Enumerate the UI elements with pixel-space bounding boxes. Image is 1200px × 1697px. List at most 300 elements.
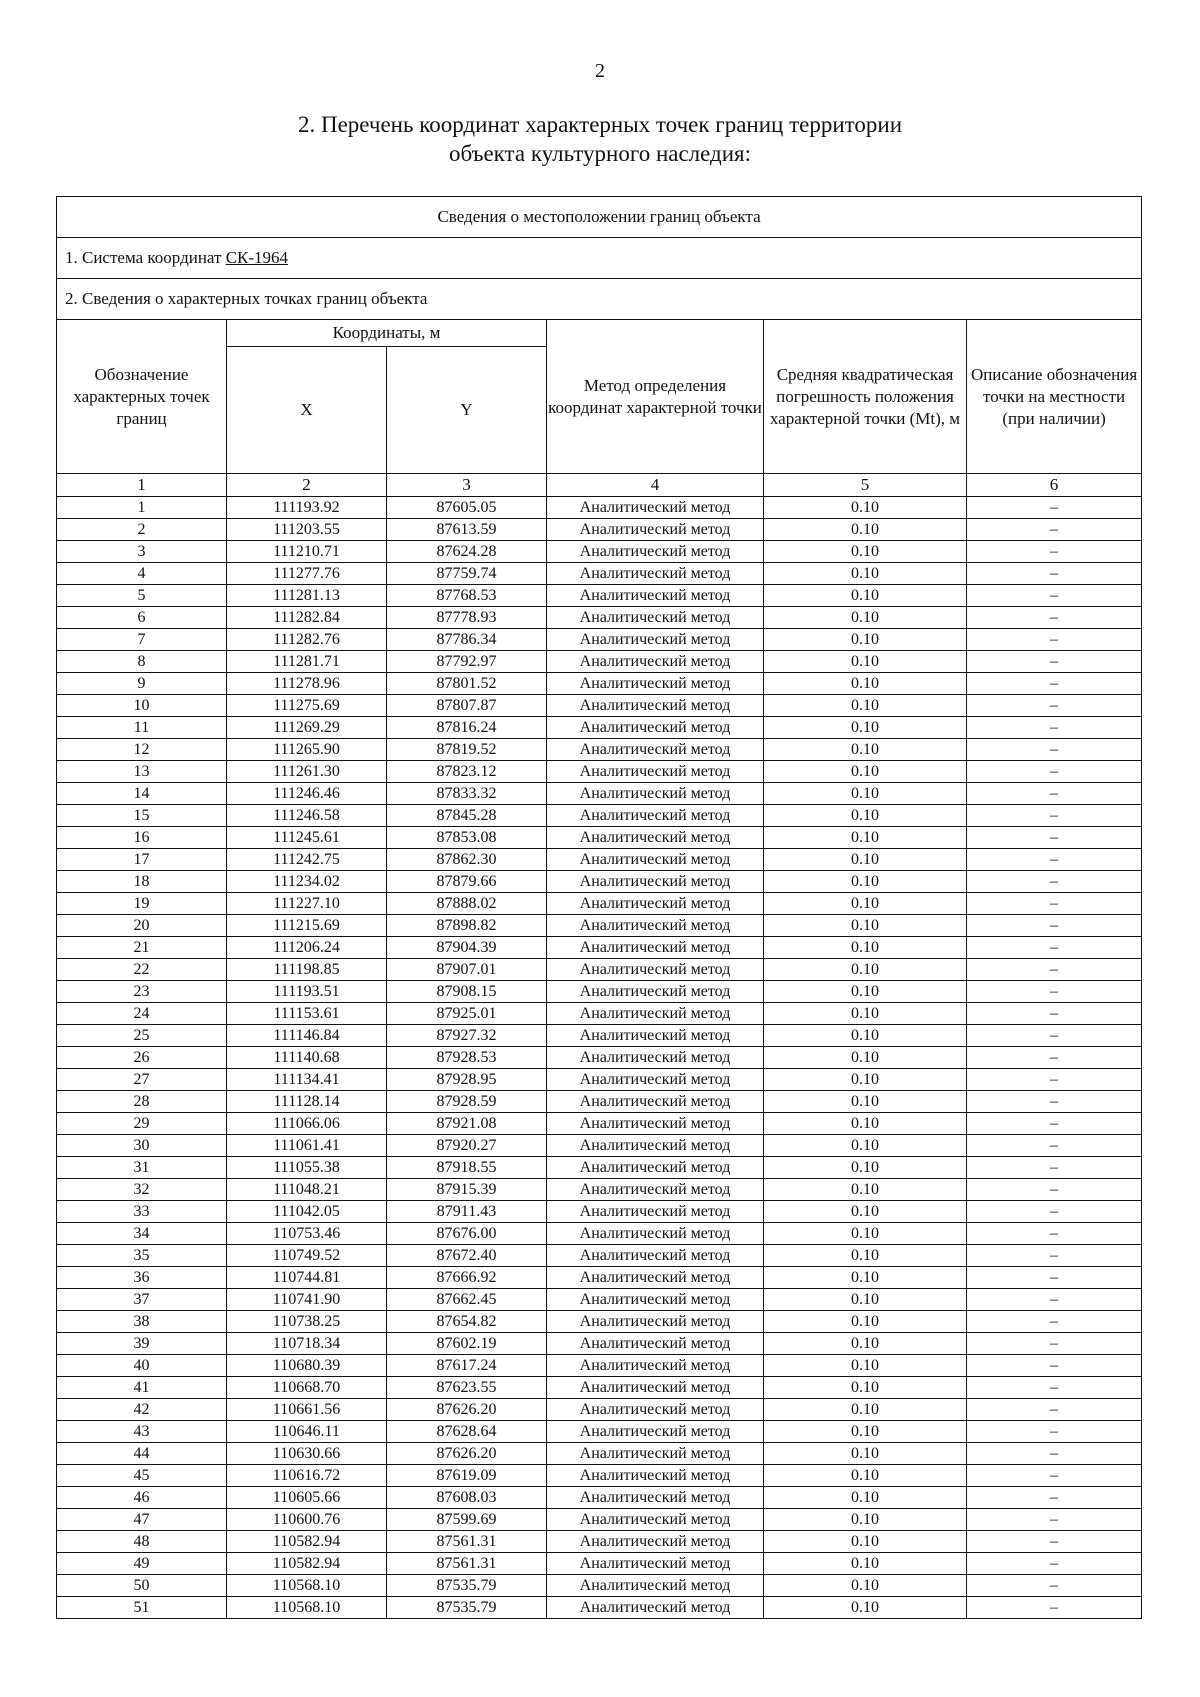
- table-row: [57, 1157, 1142, 1179]
- error-value-cell: 0.10: [764, 1487, 967, 1509]
- y-coordinate-cell: 87925.01: [387, 1003, 547, 1025]
- error-value-cell: 0.10: [764, 585, 967, 607]
- description-cell: –: [967, 915, 1142, 937]
- table-row: [57, 1223, 1142, 1245]
- y-coordinate-cell: 87898.82: [387, 915, 547, 937]
- table-row: [57, 827, 1142, 849]
- x-coordinate-cell: 110749.52: [227, 1245, 387, 1267]
- method-cell: Аналитический метод: [547, 761, 764, 783]
- y-coordinate-cell: 87819.52: [387, 739, 547, 761]
- method-cell: Аналитический метод: [547, 1531, 764, 1553]
- table-row: [57, 607, 1142, 629]
- point-id-cell: 4: [57, 563, 227, 585]
- point-id-cell: 13: [57, 761, 227, 783]
- table-row: [57, 1443, 1142, 1465]
- y-coordinate-cell: 87561.31: [387, 1531, 547, 1553]
- error-value-cell: 0.10: [764, 1003, 967, 1025]
- x-coordinate-cell: 111042.05: [227, 1201, 387, 1223]
- method-cell: Аналитический метод: [547, 541, 764, 563]
- method-cell: Аналитический метод: [547, 651, 764, 673]
- method-cell: Аналитический метод: [547, 1025, 764, 1047]
- x-coordinate-cell: 110600.76: [227, 1509, 387, 1531]
- x-coordinate-cell: 110680.39: [227, 1355, 387, 1377]
- y-coordinate-cell: 87908.15: [387, 981, 547, 1003]
- method-cell: Аналитический метод: [547, 1245, 764, 1267]
- error-value-cell: 0.10: [764, 497, 967, 519]
- y-coordinate-cell: 87915.39: [387, 1179, 547, 1201]
- y-coordinate-cell: 87888.02: [387, 893, 547, 915]
- table-row: [57, 739, 1142, 761]
- title-line-1: 2. Перечень координат характерных точек границ территории: [297, 112, 903, 137]
- y-coordinate-cell: 87666.92: [387, 1267, 547, 1289]
- method-cell: Аналитический метод: [547, 673, 764, 695]
- x-coordinate-cell: 110668.70: [227, 1377, 387, 1399]
- y-coordinate-cell: 87672.40: [387, 1245, 547, 1267]
- y-coordinate-cell: 87928.95: [387, 1069, 547, 1091]
- description-cell: –: [967, 1333, 1142, 1355]
- error-value-cell: 0.10: [764, 695, 967, 717]
- coordinate-system-value: СК-1964: [225, 248, 289, 267]
- point-id-cell: 26: [57, 1047, 227, 1069]
- column-number: 6: [967, 474, 1142, 497]
- error-value-cell: 0.10: [764, 1179, 967, 1201]
- error-value-cell: 0.10: [764, 1135, 967, 1157]
- table-row: [57, 981, 1142, 1003]
- y-coordinate-cell: 87853.08: [387, 827, 547, 849]
- y-coordinate-cell: 87807.87: [387, 695, 547, 717]
- description-cell: –: [967, 629, 1142, 651]
- x-coordinate-cell: 110605.66: [227, 1487, 387, 1509]
- error-value-cell: 0.10: [764, 827, 967, 849]
- error-value-cell: 0.10: [764, 1575, 967, 1597]
- table-row: [57, 761, 1142, 783]
- column-number: 4: [547, 474, 764, 497]
- description-cell: –: [967, 1025, 1142, 1047]
- table-row: [57, 871, 1142, 893]
- method-cell: Аналитический метод: [547, 1047, 764, 1069]
- description-cell: –: [967, 1069, 1142, 1091]
- point-id-cell: 25: [57, 1025, 227, 1047]
- table-row: [57, 1355, 1142, 1377]
- y-coordinate-cell: 87907.01: [387, 959, 547, 981]
- x-coordinate-cell: 111203.55: [227, 519, 387, 541]
- x-coordinate-cell: 111281.13: [227, 585, 387, 607]
- error-value-cell: 0.10: [764, 1069, 967, 1091]
- point-id-cell: 47: [57, 1509, 227, 1531]
- error-value-cell: 0.10: [764, 1553, 967, 1575]
- table-row: [57, 541, 1142, 563]
- method-cell: Аналитический метод: [547, 519, 764, 541]
- description-cell: –: [967, 541, 1142, 563]
- error-value-cell: 0.10: [764, 1245, 967, 1267]
- table-row: [57, 629, 1142, 651]
- method-cell: Аналитический метод: [547, 1113, 764, 1135]
- table-row: [57, 717, 1142, 739]
- error-value-cell: 0.10: [764, 1267, 967, 1289]
- header-coordinates: Координаты, м: [227, 320, 547, 347]
- description-cell: –: [967, 1047, 1142, 1069]
- table-row: [57, 1069, 1142, 1091]
- description-cell: –: [967, 1509, 1142, 1531]
- point-id-cell: 22: [57, 959, 227, 981]
- point-id-cell: 49: [57, 1553, 227, 1575]
- y-coordinate-cell: 87927.32: [387, 1025, 547, 1047]
- method-cell: Аналитический метод: [547, 1091, 764, 1113]
- y-coordinate-cell: 87792.97: [387, 651, 547, 673]
- description-cell: –: [967, 1003, 1142, 1025]
- error-value-cell: 0.10: [764, 1399, 967, 1421]
- point-id-cell: 1: [57, 497, 227, 519]
- table-row: [57, 1311, 1142, 1333]
- point-id-cell: 50: [57, 1575, 227, 1597]
- x-coordinate-cell: 110582.94: [227, 1553, 387, 1575]
- description-cell: –: [967, 1531, 1142, 1553]
- error-value-cell: 0.10: [764, 1377, 967, 1399]
- y-coordinate-cell: 87617.24: [387, 1355, 547, 1377]
- y-coordinate-cell: 87918.55: [387, 1157, 547, 1179]
- points-info-label: 2. Сведения о характерных точках границ объекта: [57, 279, 1142, 320]
- error-value-cell: 0.10: [764, 563, 967, 585]
- table-row: [57, 1377, 1142, 1399]
- point-id-cell: 23: [57, 981, 227, 1003]
- y-coordinate-cell: 87833.32: [387, 783, 547, 805]
- method-cell: Аналитический метод: [547, 1201, 764, 1223]
- point-id-cell: 12: [57, 739, 227, 761]
- x-coordinate-cell: 110661.56: [227, 1399, 387, 1421]
- point-id-cell: 43: [57, 1421, 227, 1443]
- description-cell: –: [967, 1113, 1142, 1135]
- error-value-cell: 0.10: [764, 1311, 967, 1333]
- x-coordinate-cell: 111048.21: [227, 1179, 387, 1201]
- y-coordinate-cell: 87613.59: [387, 519, 547, 541]
- y-coordinate-cell: 87605.05: [387, 497, 547, 519]
- x-coordinate-cell: 110568.10: [227, 1597, 387, 1619]
- description-cell: –: [967, 1487, 1142, 1509]
- point-id-cell: 14: [57, 783, 227, 805]
- point-id-cell: 37: [57, 1289, 227, 1311]
- y-coordinate-cell: 87662.45: [387, 1289, 547, 1311]
- table-row: [57, 1465, 1142, 1487]
- point-id-cell: 2: [57, 519, 227, 541]
- point-id-cell: 10: [57, 695, 227, 717]
- method-cell: Аналитический метод: [547, 1443, 764, 1465]
- error-value-cell: 0.10: [764, 1223, 967, 1245]
- y-coordinate-cell: 87561.31: [387, 1553, 547, 1575]
- x-coordinate-cell: 111193.51: [227, 981, 387, 1003]
- table-row: [57, 1003, 1142, 1025]
- method-cell: Аналитический метод: [547, 1509, 764, 1531]
- error-value-cell: 0.10: [764, 1091, 967, 1113]
- description-cell: –: [967, 1399, 1142, 1421]
- error-value-cell: 0.10: [764, 915, 967, 937]
- error-value-cell: 0.10: [764, 1157, 967, 1179]
- method-cell: Аналитический метод: [547, 1597, 764, 1619]
- method-cell: Аналитический метод: [547, 915, 764, 937]
- description-cell: –: [967, 695, 1142, 717]
- method-cell: Аналитический метод: [547, 563, 764, 585]
- method-cell: Аналитический метод: [547, 1399, 764, 1421]
- table-row: [57, 783, 1142, 805]
- y-coordinate-cell: 87626.20: [387, 1443, 547, 1465]
- x-coordinate-cell: 111134.41: [227, 1069, 387, 1091]
- error-value-cell: 0.10: [764, 607, 967, 629]
- x-coordinate-cell: 110630.66: [227, 1443, 387, 1465]
- description-cell: –: [967, 585, 1142, 607]
- x-coordinate-cell: 111153.61: [227, 1003, 387, 1025]
- table-row: [57, 1245, 1142, 1267]
- error-value-cell: 0.10: [764, 1597, 967, 1619]
- x-coordinate-cell: 111227.10: [227, 893, 387, 915]
- y-coordinate-cell: 87911.43: [387, 1201, 547, 1223]
- table-row: [57, 651, 1142, 673]
- table-row: [57, 1509, 1142, 1531]
- table-row: [57, 585, 1142, 607]
- error-value-cell: 0.10: [764, 629, 967, 651]
- column-number: 3: [387, 474, 547, 497]
- table-row: [57, 563, 1142, 585]
- description-cell: –: [967, 937, 1142, 959]
- error-value-cell: 0.10: [764, 541, 967, 563]
- x-coordinate-cell: 110582.94: [227, 1531, 387, 1553]
- x-coordinate-cell: 111246.46: [227, 783, 387, 805]
- method-cell: Аналитический метод: [547, 893, 764, 915]
- description-cell: –: [967, 1575, 1142, 1597]
- table-row: [57, 1333, 1142, 1355]
- point-id-cell: 15: [57, 805, 227, 827]
- error-value-cell: 0.10: [764, 937, 967, 959]
- error-value-cell: 0.10: [764, 1113, 967, 1135]
- method-cell: Аналитический метод: [547, 1333, 764, 1355]
- error-value-cell: 0.10: [764, 761, 967, 783]
- x-coordinate-cell: 111206.24: [227, 937, 387, 959]
- error-value-cell: 0.10: [764, 651, 967, 673]
- y-coordinate-cell: 87778.93: [387, 607, 547, 629]
- x-coordinate-cell: 111066.06: [227, 1113, 387, 1135]
- point-id-cell: 3: [57, 541, 227, 563]
- point-id-cell: 16: [57, 827, 227, 849]
- x-coordinate-cell: 111193.92: [227, 497, 387, 519]
- y-coordinate-cell: 87921.08: [387, 1113, 547, 1135]
- method-cell: Аналитический метод: [547, 981, 764, 1003]
- error-value-cell: 0.10: [764, 1443, 967, 1465]
- description-cell: –: [967, 717, 1142, 739]
- x-coordinate-cell: 111146.84: [227, 1025, 387, 1047]
- error-value-cell: 0.10: [764, 1025, 967, 1047]
- point-id-cell: 48: [57, 1531, 227, 1553]
- header-y: Y: [387, 347, 547, 474]
- table-row: [57, 915, 1142, 937]
- y-coordinate-cell: 87879.66: [387, 871, 547, 893]
- table-row: [57, 1399, 1142, 1421]
- table-row: [57, 893, 1142, 915]
- method-cell: Аналитический метод: [547, 497, 764, 519]
- error-value-cell: 0.10: [764, 1509, 967, 1531]
- description-cell: –: [967, 1465, 1142, 1487]
- error-value-cell: 0.10: [764, 673, 967, 695]
- coordinate-system-label: 1. Система координат: [65, 248, 226, 267]
- point-id-cell: 7: [57, 629, 227, 651]
- point-id-cell: 5: [57, 585, 227, 607]
- method-cell: Аналитический метод: [547, 1157, 764, 1179]
- point-id-cell: 40: [57, 1355, 227, 1377]
- method-cell: Аналитический метод: [547, 607, 764, 629]
- page-number: 2: [595, 60, 605, 82]
- description-cell: –: [967, 1135, 1142, 1157]
- method-cell: Аналитический метод: [547, 937, 764, 959]
- table-row: [57, 1179, 1142, 1201]
- table-row: [57, 1487, 1142, 1509]
- error-value-cell: 0.10: [764, 893, 967, 915]
- point-id-cell: 36: [57, 1267, 227, 1289]
- y-coordinate-cell: 87801.52: [387, 673, 547, 695]
- y-coordinate-cell: 87928.59: [387, 1091, 547, 1113]
- x-coordinate-cell: 111246.58: [227, 805, 387, 827]
- point-id-cell: 31: [57, 1157, 227, 1179]
- y-coordinate-cell: 87759.74: [387, 563, 547, 585]
- y-coordinate-cell: 87904.39: [387, 937, 547, 959]
- point-id-cell: 33: [57, 1201, 227, 1223]
- header-error: Средняя квадратическая погрешность положения характерной точки (Mt), м: [764, 320, 967, 474]
- header-description: Описание обозначения точки на местности (при наличии): [967, 320, 1142, 474]
- y-coordinate-cell: 87823.12: [387, 761, 547, 783]
- method-cell: Аналитический метод: [547, 1377, 764, 1399]
- y-coordinate-cell: 87816.24: [387, 717, 547, 739]
- description-cell: –: [967, 519, 1142, 541]
- header-designation: Обозначение характерных точек границ: [57, 320, 227, 474]
- method-cell: Аналитический метод: [547, 1003, 764, 1025]
- x-coordinate-cell: 111061.41: [227, 1135, 387, 1157]
- document-title: [240, 110, 960, 168]
- x-coordinate-cell: 111198.85: [227, 959, 387, 981]
- point-id-cell: 17: [57, 849, 227, 871]
- description-cell: –: [967, 1553, 1142, 1575]
- y-coordinate-cell: 87654.82: [387, 1311, 547, 1333]
- error-value-cell: 0.10: [764, 1355, 967, 1377]
- description-cell: –: [967, 871, 1142, 893]
- point-id-cell: 42: [57, 1399, 227, 1421]
- point-id-cell: 6: [57, 607, 227, 629]
- table-row: [57, 1289, 1142, 1311]
- method-cell: Аналитический метод: [547, 1179, 764, 1201]
- method-cell: Аналитический метод: [547, 849, 764, 871]
- x-coordinate-cell: 110718.34: [227, 1333, 387, 1355]
- title-line-2: объекта культурного наследия:: [448, 141, 752, 166]
- method-cell: Аналитический метод: [547, 1355, 764, 1377]
- y-coordinate-cell: 87676.00: [387, 1223, 547, 1245]
- error-value-cell: 0.10: [764, 1289, 967, 1311]
- method-cell: Аналитический метод: [547, 1575, 764, 1597]
- description-cell: –: [967, 607, 1142, 629]
- method-cell: Аналитический метод: [547, 1267, 764, 1289]
- table-row: [57, 497, 1142, 519]
- method-cell: Аналитический метод: [547, 717, 764, 739]
- point-id-cell: 20: [57, 915, 227, 937]
- x-coordinate-cell: 111055.38: [227, 1157, 387, 1179]
- column-number: 5: [764, 474, 967, 497]
- error-value-cell: 0.10: [764, 1047, 967, 1069]
- method-cell: Аналитический метод: [547, 1421, 764, 1443]
- point-id-cell: 51: [57, 1597, 227, 1619]
- x-coordinate-cell: 111281.71: [227, 651, 387, 673]
- table-row: [57, 695, 1142, 717]
- point-id-cell: 39: [57, 1333, 227, 1355]
- point-id-cell: 32: [57, 1179, 227, 1201]
- x-coordinate-cell: 111278.96: [227, 673, 387, 695]
- description-cell: –: [967, 739, 1142, 761]
- y-coordinate-cell: 87626.20: [387, 1399, 547, 1421]
- method-cell: Аналитический метод: [547, 805, 764, 827]
- description-cell: –: [967, 1377, 1142, 1399]
- point-id-cell: 11: [57, 717, 227, 739]
- table-row: [57, 805, 1142, 827]
- method-cell: Аналитический метод: [547, 739, 764, 761]
- y-coordinate-cell: 87619.09: [387, 1465, 547, 1487]
- table-row: [57, 1113, 1142, 1135]
- x-coordinate-cell: 111269.29: [227, 717, 387, 739]
- x-coordinate-cell: 111277.76: [227, 563, 387, 585]
- description-cell: –: [967, 1091, 1142, 1113]
- method-cell: Аналитический метод: [547, 1289, 764, 1311]
- description-cell: –: [967, 1311, 1142, 1333]
- point-id-cell: 41: [57, 1377, 227, 1399]
- description-cell: –: [967, 1201, 1142, 1223]
- x-coordinate-cell: 110738.25: [227, 1311, 387, 1333]
- description-cell: –: [967, 1245, 1142, 1267]
- x-coordinate-cell: 110744.81: [227, 1267, 387, 1289]
- y-coordinate-cell: 87599.69: [387, 1509, 547, 1531]
- method-cell: Аналитический метод: [547, 1311, 764, 1333]
- description-cell: –: [967, 1223, 1142, 1245]
- y-coordinate-cell: 87862.30: [387, 849, 547, 871]
- error-value-cell: 0.10: [764, 1531, 967, 1553]
- y-coordinate-cell: 87624.28: [387, 541, 547, 563]
- table-row: [57, 1047, 1142, 1069]
- error-value-cell: 0.10: [764, 739, 967, 761]
- error-value-cell: 0.10: [764, 783, 967, 805]
- method-cell: Аналитический метод: [547, 629, 764, 651]
- error-value-cell: 0.10: [764, 981, 967, 1003]
- x-coordinate-cell: 111128.14: [227, 1091, 387, 1113]
- table-row: [57, 1025, 1142, 1047]
- error-value-cell: 0.10: [764, 1333, 967, 1355]
- y-coordinate-cell: 87920.27: [387, 1135, 547, 1157]
- description-cell: –: [967, 1179, 1142, 1201]
- description-cell: –: [967, 651, 1142, 673]
- coordinates-table: [56, 196, 1142, 1619]
- table-row: [57, 1135, 1142, 1157]
- method-cell: Аналитический метод: [547, 1487, 764, 1509]
- point-id-cell: 35: [57, 1245, 227, 1267]
- x-coordinate-cell: 111245.61: [227, 827, 387, 849]
- table-row: [57, 1091, 1142, 1113]
- description-cell: –: [967, 805, 1142, 827]
- description-cell: –: [967, 1421, 1142, 1443]
- description-cell: –: [967, 849, 1142, 871]
- point-id-cell: 19: [57, 893, 227, 915]
- point-id-cell: 38: [57, 1311, 227, 1333]
- method-cell: Аналитический метод: [547, 585, 764, 607]
- y-coordinate-cell: 87786.34: [387, 629, 547, 651]
- y-coordinate-cell: 87928.53: [387, 1047, 547, 1069]
- method-cell: Аналитический метод: [547, 1223, 764, 1245]
- y-coordinate-cell: 87768.53: [387, 585, 547, 607]
- table-row: [57, 1267, 1142, 1289]
- description-cell: –: [967, 893, 1142, 915]
- x-coordinate-cell: 111140.68: [227, 1047, 387, 1069]
- point-id-cell: 8: [57, 651, 227, 673]
- method-cell: Аналитический метод: [547, 1553, 764, 1575]
- point-id-cell: 30: [57, 1135, 227, 1157]
